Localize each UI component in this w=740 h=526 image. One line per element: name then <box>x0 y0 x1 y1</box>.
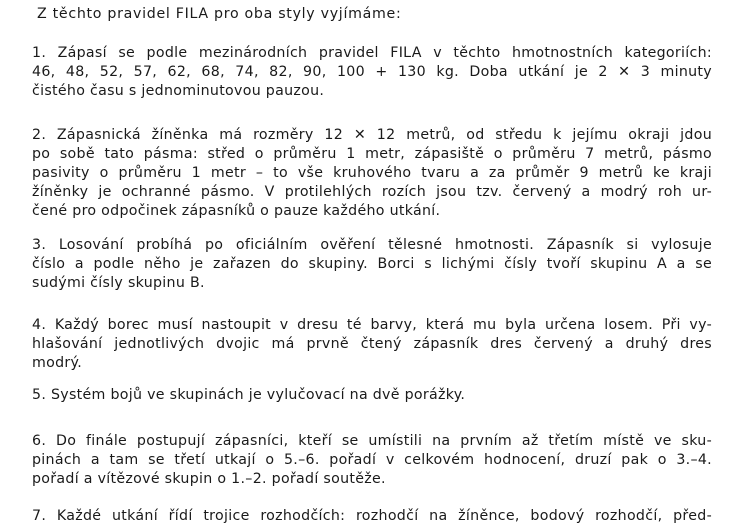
text-line: pasivity o průměru 1 metr – to vše kruhového tvaru a za průměr 9 metrů ke kraji <box>32 165 712 181</box>
text-line: 2. Zápasnická žíněnka má rozměry 12 ✕ 12 metrů, od středu k jejímu okraji jdou <box>32 127 712 143</box>
text-line: modrý. <box>32 355 83 371</box>
text-line: 6. Do finále postupují zápasníci, kteří se umístili na prvním až třetím místě ve sku- <box>32 433 712 449</box>
paragraph-4 <box>32 316 712 373</box>
text-line: pinách a tam se třetí utkají o 5.–6. pořadí v celkovém hodnocení, druzí pak o 3.–4. <box>32 452 712 468</box>
text-line: pořadí a vítězové skupin o 1.–2. pořadí soutěže. <box>32 471 386 487</box>
text-line: po sobě tato pásma: střed o průměru 1 metr, zápasiště o průměru 7 metrů, pásmo <box>32 146 712 162</box>
paragraph-6 <box>32 432 712 489</box>
text-line: čené pro odpočinek zápasníků o pauze každého utkání. <box>32 203 441 219</box>
intro-heading: Z těchto pravidel FILA pro oba styly vyjímáme: <box>37 6 402 22</box>
text-line: 46, 48, 52, 57, 62, 68, 74, 82, 90, 100 + 130 kg. Doba utkání je 2 ✕ 3 minuty <box>32 64 712 80</box>
text-line: čistého času s jednominutovou pauzou. <box>32 83 325 99</box>
text-line: hlašování jednotlivých dvojic má prvně čtený zápasník dres červený a druhý dres <box>32 336 712 352</box>
text-line: 4. Každý borec musí nastoupit v dresu té barvy, která mu byla určena losem. Při vy- <box>32 317 712 333</box>
paragraph-1 <box>32 44 712 101</box>
paragraph-3 <box>32 236 712 293</box>
text-line: číslo a podle něho je zařazen do skupiny. Borci s lichými čísly tvoří skupinu A a se <box>32 256 712 272</box>
text-line: 5. Systém bojů ve skupinách je vylučovací na dvě porážky. <box>32 387 466 403</box>
text-line: žíněnky je ochranné pásmo. V protilehlých rozích jsou tzv. červený a modrý roh ur- <box>32 184 712 200</box>
paragraph-5 <box>32 386 712 405</box>
text-line: 1. Zápasí se podle mezinárodních pravidel FILA v těchto hmotnostních kategoriích: <box>32 45 712 61</box>
text-line: 3. Losování probíhá po oficiálním ověření tělesné hmotnosti. Zápasník si vylosuje <box>32 237 712 253</box>
paragraph-7 <box>32 507 712 526</box>
paragraph-2 <box>32 126 712 221</box>
text-line: sudými čísly skupinu B. <box>32 275 205 291</box>
text-line: 7. Každé utkání řídí trojice rozhodčích: rozhodčí na žíněnce, bodový rozhodčí, před- <box>32 508 712 524</box>
